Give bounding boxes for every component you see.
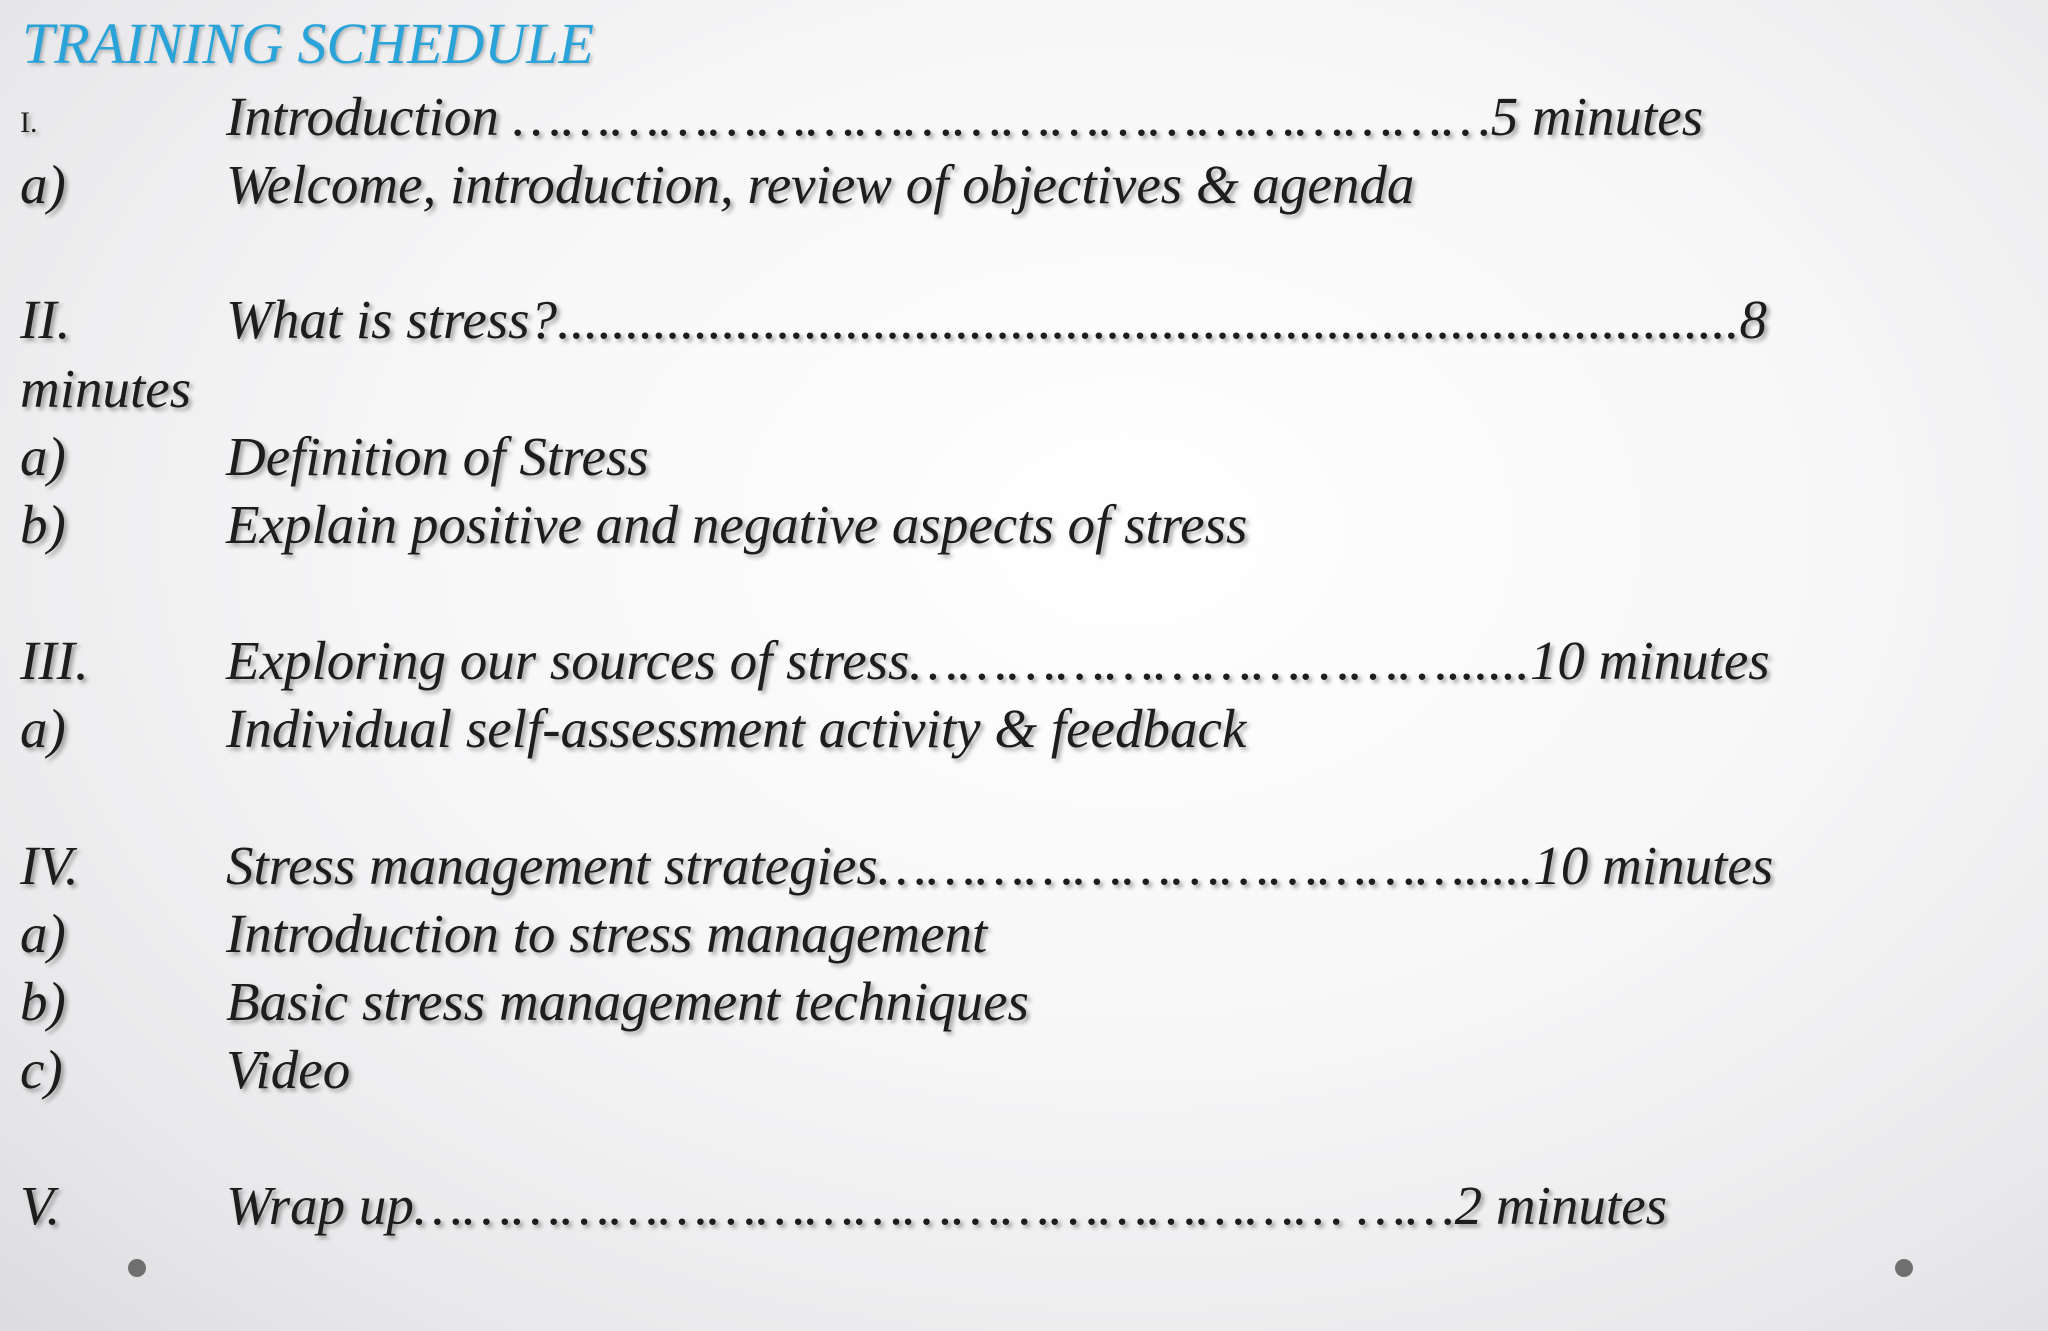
section-heading-continuation (0, 355, 2048, 423)
item-marker: a) (20, 903, 66, 964)
list-item (0, 695, 2048, 763)
item-marker: b) (20, 971, 66, 1032)
list-item (0, 900, 2048, 968)
list-item (0, 423, 2048, 491)
slide-title: TRAINING SCHEDULE (22, 11, 594, 76)
list-item (0, 968, 2048, 1036)
list-item (0, 151, 2048, 219)
section-numeral: II. (20, 289, 71, 350)
item-marker: a) (20, 426, 66, 487)
section-heading: Exploring our sources of stress……………………………......10 minutes (226, 630, 1770, 691)
item-marker: c) (20, 1039, 63, 1100)
section-heading: Stress management strategies……………………………….....10 minutes (226, 835, 1774, 896)
section-numeral: V. (20, 1175, 61, 1236)
item-text: Basic stress management techniques (226, 971, 1029, 1032)
decorative-dot-right (1895, 1259, 1913, 1277)
item-text: Introduction to stress management (226, 903, 988, 964)
section-numeral: III. (20, 630, 89, 691)
item-text: Welcome, introduction, review of objectives & agenda (226, 154, 1415, 215)
section-numeral: IV. (20, 835, 79, 896)
list-item (0, 491, 2048, 559)
item-text: Explain positive and negative aspects of stress (226, 494, 1248, 555)
item-text: Individual self-assessment activity & feedback (226, 698, 1247, 759)
item-text: Video (226, 1039, 351, 1100)
item-marker: a) (20, 154, 66, 215)
section-heading-row (0, 286, 2048, 354)
item-marker: b) (20, 494, 66, 555)
section-heading-row (0, 1172, 2048, 1240)
item-marker: a) (20, 698, 66, 759)
section-heading-row (0, 832, 2048, 900)
item-text: Definition of Stress (226, 426, 649, 487)
section-numeral: I. (20, 106, 38, 139)
section-heading-row (0, 627, 2048, 695)
section-heading: Introduction ……………………………………………………5 minutes (226, 86, 1704, 147)
section-heading: Wrap up………………………………………………… ……2 minutes (226, 1175, 1668, 1236)
list-item (0, 1036, 2048, 1104)
decorative-dot-left (128, 1259, 146, 1277)
section-heading: What is stress?......................................................................................8 (226, 289, 1768, 350)
section-heading-row (0, 83, 2048, 151)
section-heading-cont: minutes (20, 358, 192, 419)
